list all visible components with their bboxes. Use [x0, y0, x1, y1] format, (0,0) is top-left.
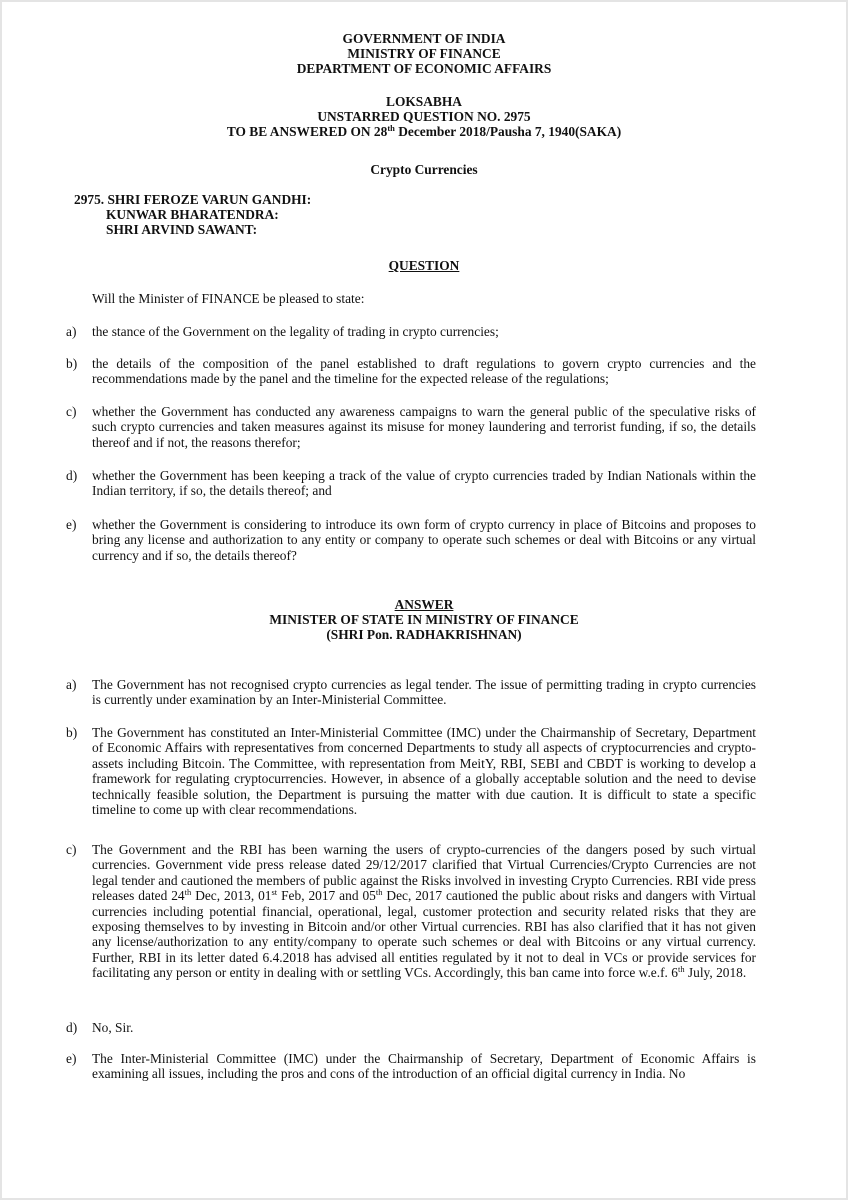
- item-label: c): [66, 842, 77, 857]
- question-intro: Will the Minister of FINANCE be pleased to state:: [92, 291, 365, 306]
- item-label: e): [66, 1051, 77, 1066]
- question-item: [66, 324, 756, 339]
- answer-item: [66, 842, 756, 981]
- answering-minister: (SHRI Pon. RADHAKRISHNAN): [326, 626, 522, 642]
- header-ministry: MINISTRY OF FINANCE: [347, 45, 501, 61]
- header-government: GOVERNMENT OF INDIA: [342, 31, 506, 46]
- item-text: The Government has constituted an Inter-Ministerial Committee (IMC) under the Chairmanship of Secretary, Department of Economic Affairs with representatives from concerned Departments to study all aspects of cryptocurrencies and crypto-assets including Bitcoin. The Committee, with representation from MeitY, RBI, SEBI and CBDT is working to develop a framework for regulating cryptocurrencies. However, in absence of a globally acceptable solution and the need to devise technically feasible solution, the Department is pursuing the matter with due caution. It is difficult to state a specific timeline to come up with clear recommendations.: [92, 725, 756, 818]
- member-names: [74, 193, 311, 237]
- header-department: DEPARTMENT OF ECONOMIC AFFAIRS: [296, 60, 552, 76]
- item-label: d): [66, 468, 78, 483]
- answer-title: ANSWER: [394, 597, 454, 612]
- item-text: whether the Government has been keeping a track of the value of crypto currencies traded by Indian Nationals within the Indian territory, if so, the details thereof; and: [92, 468, 756, 499]
- answer-item: [66, 677, 756, 708]
- subject-title: Crypto Currencies: [370, 162, 478, 177]
- answer-item: [66, 725, 756, 817]
- item-label: a): [66, 677, 77, 692]
- answer-heading: [0, 598, 848, 642]
- answer-item: [66, 1051, 756, 1082]
- item-text: The Government has not recognised crypto currencies as legal tender. The issue of permitting trading in crypto currencies is currently under examination by an Inter-Ministerial Committee.: [92, 677, 756, 708]
- question-number: UNSTARRED QUESTION NO. 2975: [317, 108, 531, 124]
- answering-office: MINISTER OF STATE IN MINISTRY OF FINANCE: [269, 611, 579, 627]
- item-text: whether the Government has conducted any awareness campaigns to warn the general public of the speculative risks of such crypto currencies and taken measures against its misuse for money laundering and terrorist funding, if so, the details thereof and if not, the reasons therefor;: [92, 404, 756, 450]
- item-label: a): [66, 324, 77, 339]
- item-text: whether the Government is considering to introduce its own form of crypto currency in place of Bitcoins and proposes to bring any license and authorization to any entity or company to operate such schemes or deal with Bitcoins or any virtual currency and if so, the details thereof?: [92, 517, 756, 563]
- item-label: d): [66, 1020, 78, 1035]
- member-name: SHRI ARVIND SAWANT:: [106, 221, 258, 237]
- member-name: KUNWAR BHARATENDRA:: [106, 206, 279, 222]
- question-item: [66, 517, 756, 563]
- item-label: b): [66, 725, 78, 740]
- item-label: c): [66, 404, 77, 419]
- answer-date: TO BE ANSWERED ON 28th December 2018/Pausha 7, 1940(SAKA): [226, 122, 622, 139]
- question-item: [66, 468, 756, 499]
- question-item: [66, 404, 756, 450]
- member-name: 2975. SHRI FEROZE VARUN GANDHI:: [74, 192, 312, 207]
- document-header: [0, 32, 848, 76]
- house-name: LOKSABHA: [386, 94, 462, 109]
- item-text: The Inter-Ministerial Committee (IMC) under the Chairmanship of Secretary, Department of Economic Affairs is examining all issues, including the pros and cons of the introduction of an official digital currency in India. No: [92, 1051, 756, 1082]
- question-heading: QUESTION: [388, 258, 460, 273]
- item-label: b): [66, 356, 78, 371]
- item-label: e): [66, 517, 77, 532]
- item-text: the details of the composition of the panel established to draft regulations to govern crypto currencies and the recommendations made by the panel and the timeline for the expected release of the regulations;: [92, 356, 756, 387]
- answer-item: [66, 1020, 756, 1035]
- item-text: the stance of the Government on the legality of trading in crypto currencies;: [92, 324, 499, 339]
- question-item: [66, 356, 756, 387]
- item-text: The Government and the RBI has been warning the users of crypto-currencies of the dangers posed by such virtual currencies. Government vide press release dated 29/12/2017 clarified that Virtual Currencies/Crypto Currencies are not legal tender and cautioned the members of public against the Risks involved in investing Crypto Currencies. RBI vide press releases dated 24th Dec, 2013, 01st Feb, 2017 and 05th Dec, 2017 cautioned the public about risks and dangers with Virtual currencies including potential financial, operational, legal, customer protection and security related risks that they are exposing themselves to by investing in Bitcoin and/or other Virtual currencies. RBI has also clarified that it has not given any license/authorization to any entity/company to operate such schemes or deal with Bitcoins or any virtual currency. Further, RBI in its letter dated 6.4.2018 has advised all entities regulated by it not to deal in VCs or provide services for facilitating any person or entity in dealing with or settling VCs. Accordingly, this ban came into force w.e.f. 6th July, 2018.: [92, 842, 757, 981]
- item-text: No, Sir.: [92, 1020, 134, 1035]
- question-info: [0, 95, 848, 139]
